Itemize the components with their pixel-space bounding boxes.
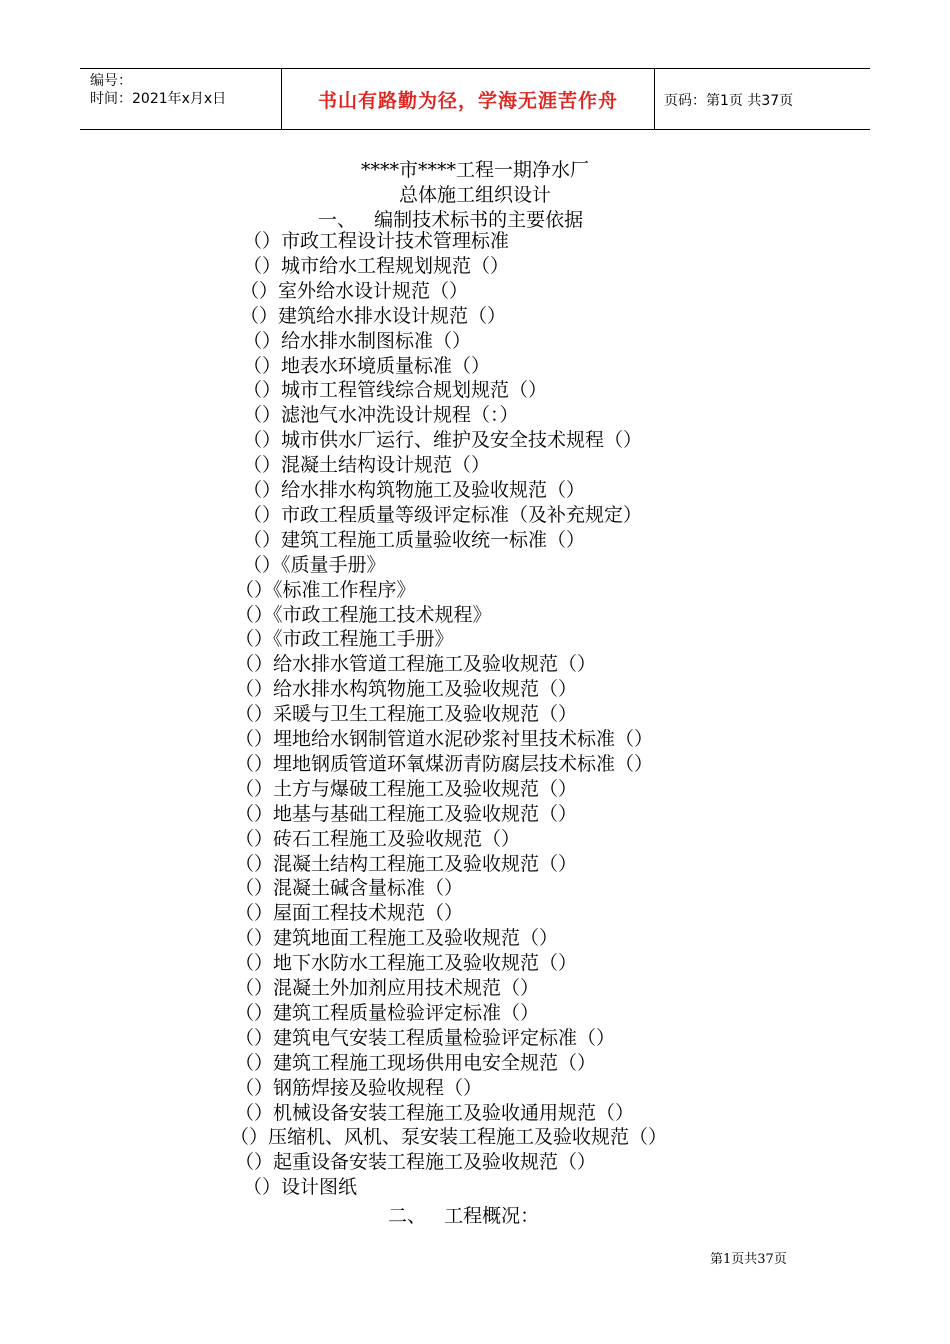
list-item: （）《质量手册》 xyxy=(243,553,386,576)
list-item: （）地表水环境质量标准（） xyxy=(243,354,491,377)
footer-page-number: 第1页共37页 xyxy=(710,1252,787,1267)
list-item: （）混凝土结构工程施工及验收规范（） xyxy=(235,852,578,875)
list-item: （）室外给水设计规范（） xyxy=(240,279,469,302)
list-item: （）市政工程质量等级评定标准（及补充规定） xyxy=(243,503,643,526)
list-item: （）《市政工程施工手册》 xyxy=(235,628,454,651)
list-item: （）地下水防水工程施工及验收规范（） xyxy=(235,952,578,975)
document-subtitle: 总体施工组织设计 xyxy=(398,184,551,206)
list-item: （）滤池气水冲洗设计规程（：） xyxy=(243,404,519,427)
list-item: （）混凝土结构设计规范（） xyxy=(243,454,491,477)
list-item: （）建筑电气安装工程质量检验评定标准（） xyxy=(235,1026,616,1049)
document-date-label: 时间：2021年x月x日 xyxy=(90,91,227,107)
list-item: （）《市政工程施工技术规程》 xyxy=(235,603,492,626)
list-item: （）市政工程设计技术管理标准 xyxy=(243,230,510,252)
list-item: （）建筑给水排水设计规范（） xyxy=(240,304,507,327)
list-item: （）给水排水构筑物施工及验收规范（） xyxy=(235,678,578,701)
header-divider xyxy=(654,69,655,129)
list-item: （）建筑工程施工质量验收统一标准（） xyxy=(243,528,586,551)
list-item: （）给水排水构筑物施工及验收规范（） xyxy=(243,479,586,501)
list-item: （）给水排水管道工程施工及验收规范（） xyxy=(235,653,597,676)
list-item: （）给水排水制图标准（） xyxy=(243,329,472,352)
list-item: （）地基与基础工程施工及验收规范（） xyxy=(235,802,578,825)
header-meta xyxy=(90,72,226,108)
list-item: （）埋地钢质管道环氧煤沥青防腐层技术标准（） xyxy=(235,752,654,775)
list-item: （）混凝土外加剂应用技术规范（） xyxy=(235,977,540,999)
section-heading-1: 一、 编制技术标书的主要依据 xyxy=(318,209,584,231)
list-item: （）城市供水厂运行、维护及安全技术规程（） xyxy=(243,429,643,452)
list-item: （）屋面工程技术规范（） xyxy=(235,902,464,925)
list-item: （）建筑工程质量检验评定标准（） xyxy=(235,1001,540,1024)
list-item: （）起重设备安装工程施工及验收规范（） xyxy=(235,1151,597,1174)
document-number-label: 编号： xyxy=(90,73,132,89)
list-item: （）采暖与卫生工程施工及验收规范（） xyxy=(235,703,578,726)
list-item: （）机械设备安装工程施工及验收通用规范（） xyxy=(235,1101,635,1124)
section-heading-2: 二、 工程概况： xyxy=(388,1205,540,1227)
header-motto: 书山有路勤为径，学海无涯苦作舟 xyxy=(317,90,618,112)
list-item: （）土方与爆破工程施工及验收规范（） xyxy=(235,777,578,800)
list-item: （）《标准工作程序》 xyxy=(235,578,416,601)
list-item: （）建筑地面工程施工及验收规范（） xyxy=(235,927,559,950)
page-header xyxy=(80,68,870,130)
list-item: （）压缩机、风机、泵安装工程施工及验收规范（） xyxy=(230,1126,668,1149)
header-page-number: 页码：第1页 共37页 xyxy=(664,93,794,109)
list-item: （）埋地给水钢制管道水泥砂浆衬里技术标准（） xyxy=(235,728,654,750)
document-title: ****市****工程一期净水厂 xyxy=(360,159,589,181)
list-item: （）钢筋焊接及验收规程（） xyxy=(235,1076,483,1099)
list-item: （）设计图纸 xyxy=(243,1176,358,1199)
list-item: （）建筑工程施工现场供用电安全规范（） xyxy=(235,1051,597,1074)
list-item: （）砖石工程施工及验收规范（） xyxy=(235,827,521,850)
list-item: （）混凝土碱含量标准（） xyxy=(235,877,464,900)
list-item: （）城市工程管线综合规划规范（） xyxy=(243,379,548,402)
list-item: （）城市给水工程规划规范（） xyxy=(243,254,510,277)
